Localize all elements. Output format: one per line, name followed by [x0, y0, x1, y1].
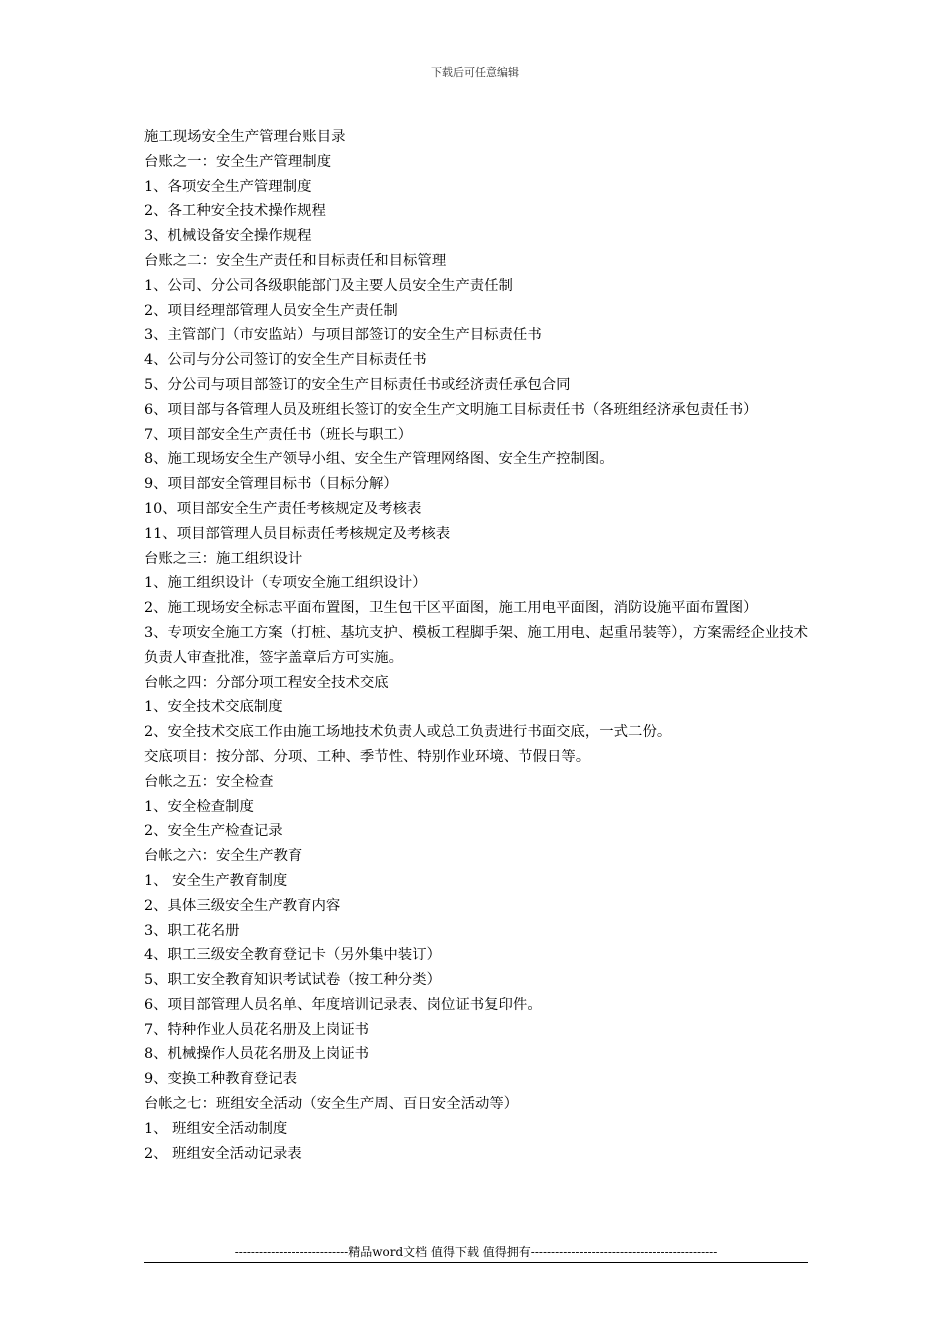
section-heading: 台帐之七：班组安全活动（安全生产周、百日安全活动等） — [144, 1096, 519, 1113]
list-item: 1、 班组安全活动制度 — [144, 1120, 288, 1137]
list-item: 3、机械设备安全操作规程 — [144, 228, 312, 245]
list-item: 10、项目部安全生产责任考核规定及考核表 — [144, 500, 422, 517]
footer-divider — [144, 1262, 808, 1263]
list-item: 5、分公司与项目部签订的安全生产目标责任书或经济责任承包合同 — [144, 376, 571, 393]
list-item: 5、职工安全教育知识考试试卷（按工种分类） — [144, 972, 441, 989]
list-item: 2、具体三级安全生产教育内容 — [144, 897, 341, 914]
list-item: 1、各项安全生产管理制度 — [144, 178, 312, 195]
list-item: 2、安全技术交底工作由施工场地技术负责人或总工负责进行书面交底，一式二份。 — [144, 724, 672, 741]
list-item: 11、项目部管理人员目标责任考核规定及考核表 — [144, 525, 451, 542]
page-footer: ----------------------------精品word文档 值得下载 值得拥有---------------------------------------------- — [234, 1245, 718, 1259]
page-header: 下载后可任意编辑 — [431, 66, 519, 79]
section-heading: 台帐之四：分部分项工程安全技术交底 — [144, 674, 389, 691]
list-item: 2、 班组安全活动记录表 — [144, 1145, 302, 1162]
section-heading: 台帐之五：安全检查 — [144, 773, 274, 790]
list-item: 9、变换工种教育登记表 — [144, 1071, 298, 1088]
list-item: 1、 安全生产教育制度 — [144, 872, 288, 889]
list-item: 6、项目部管理人员名单、年度培训记录表、岗位证书复印件。 — [144, 996, 542, 1013]
list-item: 2、施工现场安全标志平面布置图，卫生包干区平面图，施工用电平面图，消防设施平面布置图） — [144, 600, 758, 617]
list-item: 3、职工花名册 — [144, 922, 240, 939]
section-heading: 台账之二：安全生产责任和目标责任和目标管理 — [144, 252, 447, 269]
list-item: 1、公司、分公司各级职能部门及主要人员安全生产责任制 — [144, 277, 513, 294]
list-item: 2、各工种安全技术操作规程 — [144, 203, 326, 220]
list-item: 6、项目部与各管理人员及班组长签订的安全生产文明施工目标责任书（各班组经济承包责任书） — [144, 401, 758, 418]
paragraph: 交底项目：按分部、分项、工种、季节性、特别作业环境、节假日等。 — [144, 748, 591, 765]
list-item: 8、施工现场安全生产领导小组、安全生产管理网络图、安全生产控制图。 — [144, 451, 614, 468]
list-item: 7、项目部安全生产责任书（班长与职工） — [144, 426, 413, 443]
list-item: 1、施工组织设计（专项安全施工组织设计） — [144, 575, 427, 592]
list-item: 9、项目部安全管理目标书（目标分解） — [144, 476, 398, 493]
document-title: 施工现场安全生产管理台账目录 — [144, 129, 346, 145]
list-item: 2、安全生产检查记录 — [144, 823, 283, 840]
list-item: 4、职工三级安全教育登记卡（另外集中装订） — [144, 947, 441, 964]
list-item: 1、安全检查制度 — [144, 798, 254, 815]
section-heading: 台帐之六：安全生产教育 — [144, 848, 303, 865]
list-item: 3、主管部门（市安监站）与项目部签订的安全生产目标责任书 — [144, 327, 542, 344]
section-heading: 台账之一：安全生产管理制度 — [144, 153, 332, 170]
section-heading: 台账之三：施工组织设计 — [144, 550, 303, 567]
document-body — [144, 125, 808, 1166]
list-item: 8、机械操作人员花名册及上岗证书 — [144, 1046, 370, 1063]
list-item: 4、公司与分公司签订的安全生产目标责任书 — [144, 352, 427, 369]
list-item: 2、项目经理部管理人员安全生产责任制 — [144, 302, 398, 319]
list-item: 3、专项安全施工方案（打桩、基坑支护、模板工程脚手架、施工用电、起重吊装等），方案需经企业技术负责人审查批准，签字盖章后方可实施。 — [144, 624, 808, 666]
list-item: 1、安全技术交底制度 — [144, 699, 283, 716]
list-item: 7、特种作业人员花名册及上岗证书 — [144, 1021, 370, 1038]
